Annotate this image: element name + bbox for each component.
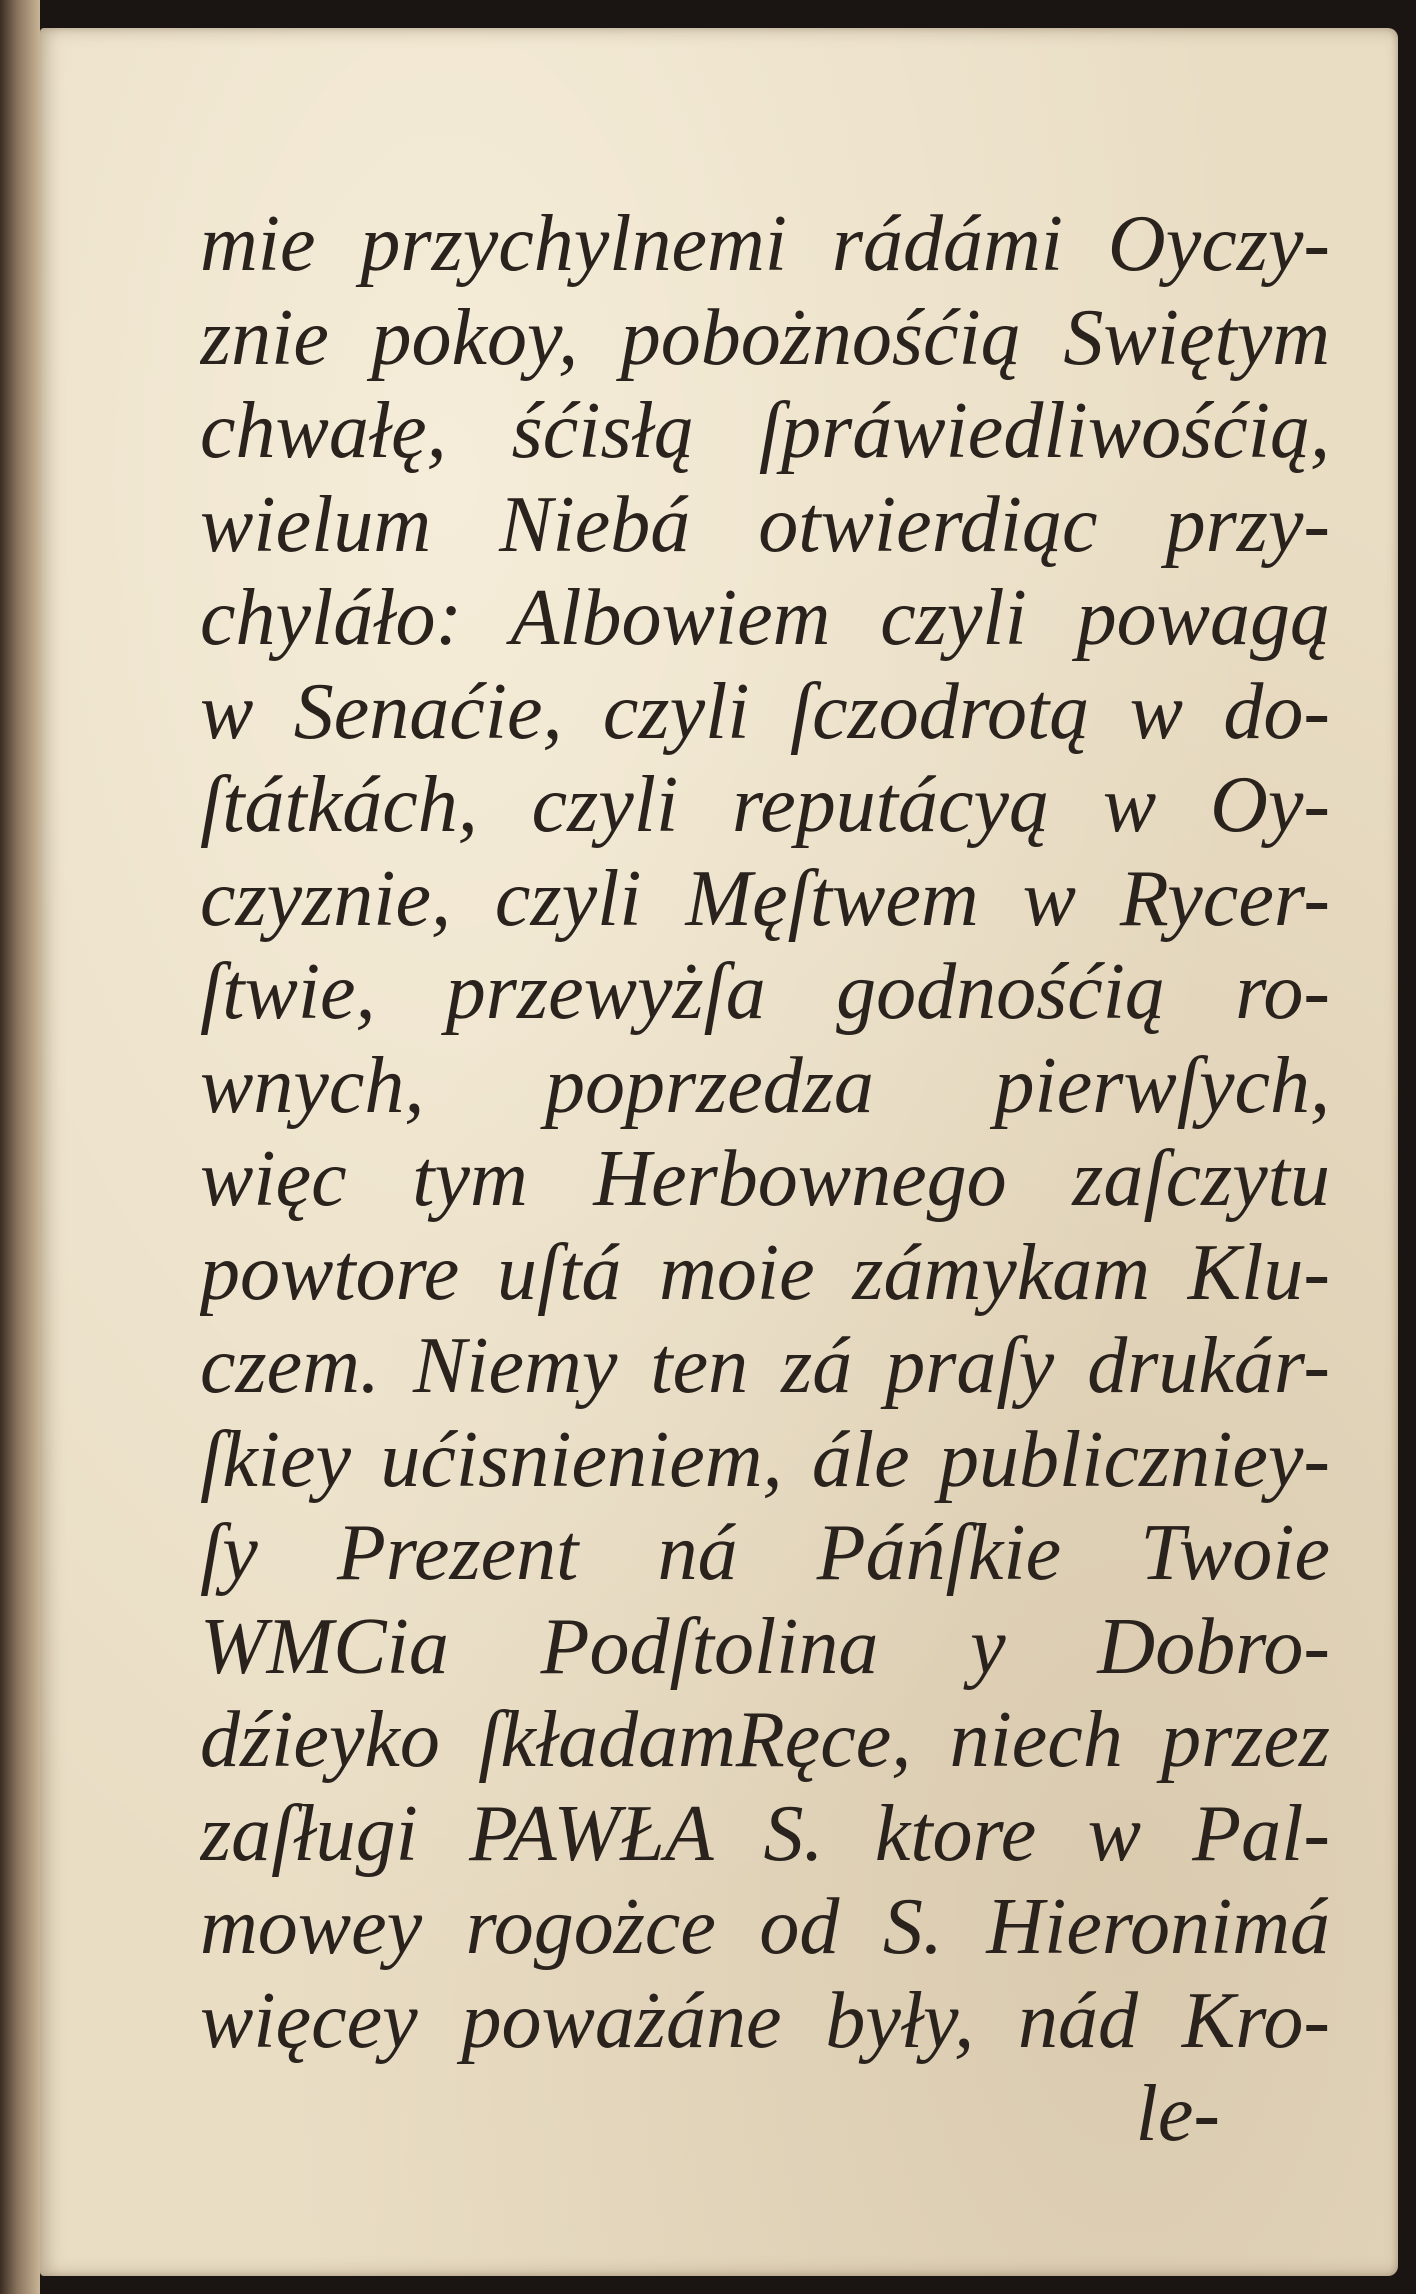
facing-page-edge — [0, 0, 40, 2294]
book-page — [40, 28, 1398, 2276]
text-line: znie pokoy, pobożnośćią Swiętym — [200, 293, 1330, 382]
text-line: mowey rogożce od S. Hieronimá — [200, 1883, 1330, 1971]
text-line: ſtátkách, czyli reputácyą w Oy- — [200, 761, 1330, 849]
text-line: ſy Prezent ná Páńſkie Twoie — [200, 1509, 1330, 1597]
text-line: czyznie, czyli Męſtwem w Rycer- — [200, 854, 1330, 943]
text-line: mie przychylnemi rádámi Oyczy- — [200, 200, 1330, 288]
text-line: powtore uſtá moie zámykam Klu- — [200, 1228, 1330, 1317]
text-line: wielum Niebá otwierdiąc przy- — [200, 480, 1330, 569]
text-line: wnych, poprzedza pierwſych, — [200, 1041, 1330, 1130]
text-line: chwałę, śćisłą ſpráwiedliwośćią, — [200, 387, 1330, 475]
text-line: zaſługi PAWŁA S. ktore w Pal- — [200, 1789, 1330, 1878]
body-text — [200, 198, 1330, 2162]
text-line: WMCia Podſtolina y Dobro- — [200, 1602, 1330, 1691]
text-line: więcey poważáne były, nád Kro- — [200, 1976, 1330, 2065]
text-line: w Senaćie, czyli ſczodrotą w do- — [200, 667, 1330, 756]
text-line: czem. Niemy ten zá praſy drukár- — [200, 1322, 1330, 1410]
text-line: ſkiey ućisnieniem, ále publiczniey- — [200, 1415, 1330, 1504]
text-line: więc tym Herbownego zaſczytu — [200, 1135, 1330, 1223]
text-line: dźieyko ſkładamRęce, niech przez — [200, 1696, 1330, 1784]
text-line: ſtwie, przewyżſa godnośćią ro- — [200, 948, 1330, 1036]
text-line: chyláło: Albowiem czyli powagą — [200, 574, 1330, 662]
catchword: le- — [1135, 2070, 1220, 2158]
